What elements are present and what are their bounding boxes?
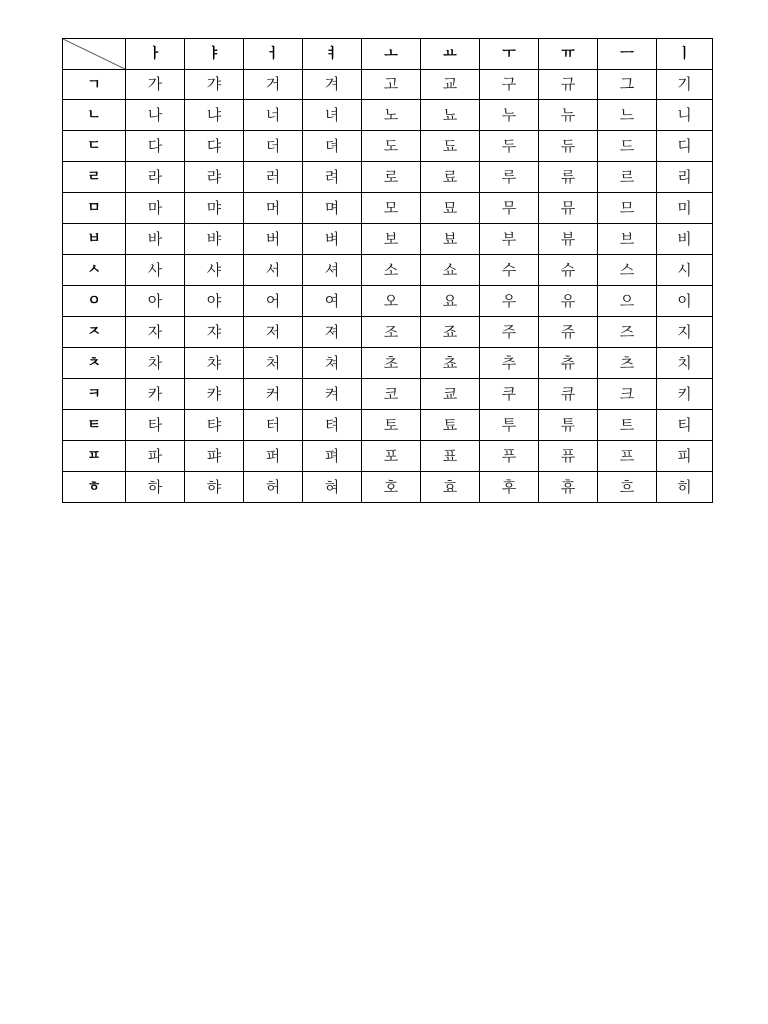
consonant-header-cell: ㅇ [63, 286, 126, 317]
syllable-cell: 조 [362, 317, 421, 348]
syllable-cell: 아 [126, 286, 185, 317]
syllable-cell: 갸 [185, 70, 244, 100]
syllable-cell: 토 [362, 410, 421, 441]
syllable-cell: 자 [126, 317, 185, 348]
syllable-cell: 벼 [303, 224, 362, 255]
syllable-cell: 뷰 [539, 224, 598, 255]
syllable-cell: 우 [480, 286, 539, 317]
syllable-cell: 서 [244, 255, 303, 286]
syllable-cell: 뮤 [539, 193, 598, 224]
syllable-cell: 툐 [421, 410, 480, 441]
syllable-cell: 누 [480, 100, 539, 131]
syllable-cell: 캬 [185, 379, 244, 410]
consonant-row [63, 348, 713, 379]
syllable-cell: 터 [244, 410, 303, 441]
consonant-row [63, 162, 713, 193]
consonant-row [63, 472, 713, 503]
syllable-cell: 치 [657, 348, 713, 379]
syllable-cell: 느 [598, 100, 657, 131]
syllable-cell: 이 [657, 286, 713, 317]
syllable-cell: 쥬 [539, 317, 598, 348]
syllable-cell: 수 [480, 255, 539, 286]
syllable-cell: 머 [244, 193, 303, 224]
syllable-cell: 가 [126, 70, 185, 100]
syllable-cell: 키 [657, 379, 713, 410]
syllable-cell: 듀 [539, 131, 598, 162]
syllable-cell: 즈 [598, 317, 657, 348]
vowel-header-cell: ㅓ [244, 39, 303, 70]
syllable-cell: 소 [362, 255, 421, 286]
syllable-cell: 너 [244, 100, 303, 131]
syllable-cell: 지 [657, 317, 713, 348]
consonant-row [63, 255, 713, 286]
syllable-cell: 도 [362, 131, 421, 162]
syllable-cell: 됴 [421, 131, 480, 162]
syllable-cell: 피 [657, 441, 713, 472]
syllable-cell: 르 [598, 162, 657, 193]
syllable-cell: 루 [480, 162, 539, 193]
syllable-cell: 요 [421, 286, 480, 317]
syllable-cell: 주 [480, 317, 539, 348]
syllable-cell: 쇼 [421, 255, 480, 286]
syllable-cell: 퍼 [244, 441, 303, 472]
syllable-cell: 트 [598, 410, 657, 441]
syllable-cell: 퓨 [539, 441, 598, 472]
syllable-cell: 러 [244, 162, 303, 193]
syllable-cell: 브 [598, 224, 657, 255]
syllable-cell: 다 [126, 131, 185, 162]
syllable-cell: 쿄 [421, 379, 480, 410]
syllable-cell: 비 [657, 224, 713, 255]
diagonal-line-icon [63, 39, 125, 69]
syllable-cell: 차 [126, 348, 185, 379]
syllable-cell: 겨 [303, 70, 362, 100]
syllable-cell: 바 [126, 224, 185, 255]
syllable-cell: 규 [539, 70, 598, 100]
syllable-cell: 푸 [480, 441, 539, 472]
syllable-cell: 쵸 [421, 348, 480, 379]
consonant-row [63, 224, 713, 255]
syllable-cell: 포 [362, 441, 421, 472]
syllable-cell: 묘 [421, 193, 480, 224]
syllable-cell: 큐 [539, 379, 598, 410]
vowel-header-cell: ㅠ [539, 39, 598, 70]
syllable-cell: 미 [657, 193, 713, 224]
syllable-cell: 슈 [539, 255, 598, 286]
syllable-cell: 뉴 [539, 100, 598, 131]
syllable-cell: 츄 [539, 348, 598, 379]
syllable-cell: 저 [244, 317, 303, 348]
syllable-cell: 하 [126, 472, 185, 503]
consonant-header-cell: ㅍ [63, 441, 126, 472]
syllable-cell: 히 [657, 472, 713, 503]
syllable-cell: 오 [362, 286, 421, 317]
syllable-cell: 모 [362, 193, 421, 224]
diagonal-corner-cell [63, 39, 126, 70]
consonant-row [63, 193, 713, 224]
vowel-header-cell: ㅣ [657, 39, 713, 70]
syllable-cell: 뱌 [185, 224, 244, 255]
syllable-cell: 무 [480, 193, 539, 224]
syllable-cell: 투 [480, 410, 539, 441]
syllable-cell: 류 [539, 162, 598, 193]
consonant-header-cell: ㄷ [63, 131, 126, 162]
syllable-cell: 유 [539, 286, 598, 317]
syllable-cell: 티 [657, 410, 713, 441]
consonant-row [63, 131, 713, 162]
syllable-cell: 후 [480, 472, 539, 503]
syllable-cell: 쳐 [303, 348, 362, 379]
syllable-cell: 흐 [598, 472, 657, 503]
consonant-header-cell: ㄹ [63, 162, 126, 193]
vowel-header-cell: ㅗ [362, 39, 421, 70]
syllable-cell: 타 [126, 410, 185, 441]
syllable-cell: 허 [244, 472, 303, 503]
syllable-cell: 라 [126, 162, 185, 193]
syllable-cell: 여 [303, 286, 362, 317]
syllable-cell: 마 [126, 193, 185, 224]
syllable-cell: 로 [362, 162, 421, 193]
syllable-cell: 니 [657, 100, 713, 131]
syllable-cell: 표 [421, 441, 480, 472]
syllable-cell: 구 [480, 70, 539, 100]
syllable-cell: 져 [303, 317, 362, 348]
syllable-cell: 스 [598, 255, 657, 286]
syllable-cell: 어 [244, 286, 303, 317]
syllable-cell: 그 [598, 70, 657, 100]
syllable-cell: 펴 [303, 441, 362, 472]
consonant-row [63, 317, 713, 348]
syllable-cell: 츠 [598, 348, 657, 379]
syllable-cell: 크 [598, 379, 657, 410]
syllable-cell: 추 [480, 348, 539, 379]
syllable-cell: 노 [362, 100, 421, 131]
syllable-cell: 휴 [539, 472, 598, 503]
syllable-cell: 보 [362, 224, 421, 255]
consonant-row [63, 70, 713, 100]
syllable-cell: 리 [657, 162, 713, 193]
syllable-cell: 기 [657, 70, 713, 100]
syllable-cell: 냐 [185, 100, 244, 131]
syllable-cell: 호 [362, 472, 421, 503]
syllable-cell: 효 [421, 472, 480, 503]
consonant-row [63, 286, 713, 317]
syllable-cell: 시 [657, 255, 713, 286]
syllable-cell: 샤 [185, 255, 244, 286]
syllable-cell: 죠 [421, 317, 480, 348]
hangul-syllable-table [62, 38, 713, 503]
syllable-cell: 쟈 [185, 317, 244, 348]
syllable-cell: 탸 [185, 410, 244, 441]
syllable-cell: 뵤 [421, 224, 480, 255]
vowel-header-cell: ㅏ [126, 39, 185, 70]
syllable-cell: 나 [126, 100, 185, 131]
syllable-cell: 두 [480, 131, 539, 162]
consonant-row [63, 441, 713, 472]
syllable-cell: 쿠 [480, 379, 539, 410]
consonant-row [63, 379, 713, 410]
syllable-cell: 카 [126, 379, 185, 410]
table-body [63, 39, 713, 503]
consonant-header-cell: ㅁ [63, 193, 126, 224]
syllable-cell: 디 [657, 131, 713, 162]
consonant-header-cell: ㅎ [63, 472, 126, 503]
syllable-cell: 햐 [185, 472, 244, 503]
syllable-cell: 댜 [185, 131, 244, 162]
consonant-header-cell: ㅌ [63, 410, 126, 441]
consonant-header-cell: ㅈ [63, 317, 126, 348]
syllable-cell: 야 [185, 286, 244, 317]
syllable-cell: 더 [244, 131, 303, 162]
syllable-cell: 먀 [185, 193, 244, 224]
syllable-cell: 므 [598, 193, 657, 224]
syllable-cell: 코 [362, 379, 421, 410]
syllable-cell: 부 [480, 224, 539, 255]
syllable-cell: 셔 [303, 255, 362, 286]
syllable-cell: 사 [126, 255, 185, 286]
consonant-header-cell: ㅅ [63, 255, 126, 286]
syllable-cell: 퍄 [185, 441, 244, 472]
syllable-cell: 초 [362, 348, 421, 379]
syllable-cell: 처 [244, 348, 303, 379]
syllable-cell: 켜 [303, 379, 362, 410]
syllable-cell: 며 [303, 193, 362, 224]
vowel-header-cell: ㅕ [303, 39, 362, 70]
syllable-cell: 뇨 [421, 100, 480, 131]
consonant-row [63, 410, 713, 441]
syllable-cell: 고 [362, 70, 421, 100]
syllable-cell: 녀 [303, 100, 362, 131]
syllable-cell: 려 [303, 162, 362, 193]
syllable-cell: 버 [244, 224, 303, 255]
consonant-header-cell: ㅋ [63, 379, 126, 410]
syllable-cell: 드 [598, 131, 657, 162]
syllable-cell: 커 [244, 379, 303, 410]
syllable-cell: 으 [598, 286, 657, 317]
syllable-cell: 튜 [539, 410, 598, 441]
vowel-header-cell: ㅜ [480, 39, 539, 70]
syllable-cell: 프 [598, 441, 657, 472]
consonant-row [63, 100, 713, 131]
syllable-cell: 혀 [303, 472, 362, 503]
vowel-header-cell: ㅡ [598, 39, 657, 70]
syllable-cell: 챠 [185, 348, 244, 379]
vowel-header-cell: ㅛ [421, 39, 480, 70]
syllable-cell: 텨 [303, 410, 362, 441]
syllable-cell: 랴 [185, 162, 244, 193]
consonant-header-cell: ㅊ [63, 348, 126, 379]
syllable-cell: 료 [421, 162, 480, 193]
syllable-cell: 뎌 [303, 131, 362, 162]
consonant-header-cell: ㅂ [63, 224, 126, 255]
consonant-header-cell: ㄱ [63, 70, 126, 100]
vowel-header-row [63, 39, 713, 70]
syllable-cell: 거 [244, 70, 303, 100]
consonant-header-cell: ㄴ [63, 100, 126, 131]
syllable-cell: 교 [421, 70, 480, 100]
vowel-header-cell: ㅑ [185, 39, 244, 70]
syllable-cell: 파 [126, 441, 185, 472]
